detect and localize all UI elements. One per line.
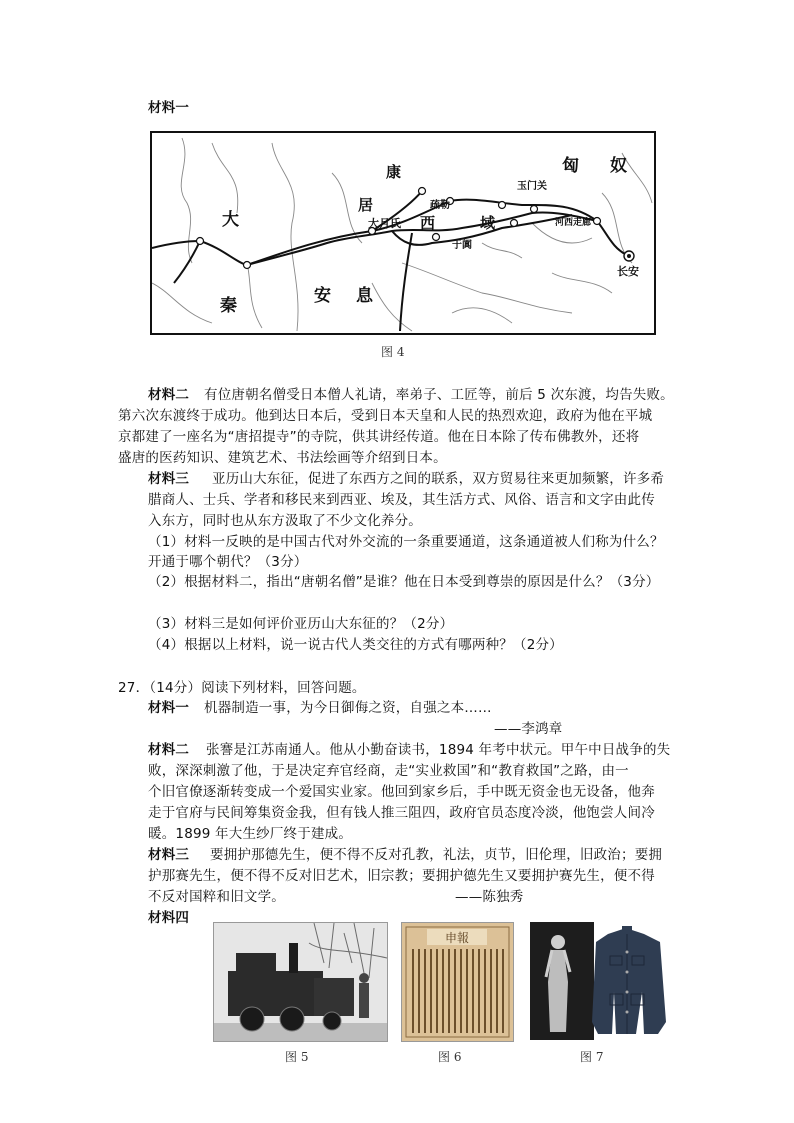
s2-material1-attribution: ——李鸿章	[494, 721, 563, 737]
map-label-dayuan: 大	[222, 210, 239, 230]
s2-material3-line-3: 不反对国粹和旧文学。	[148, 889, 285, 905]
silk-road-map-svg	[152, 133, 654, 333]
map-label-yumenguan: 玉门关	[517, 181, 547, 192]
s2-material1-label: 材料一	[148, 700, 190, 716]
map-label-daqin: 秦	[220, 296, 237, 316]
figure-4-caption: 图 4	[381, 345, 405, 359]
map-label-shule: 疏勒	[430, 200, 450, 211]
material2-line-4: 盛唐的医药知识、建筑艺术、书法绘画等介绍到日本。	[118, 450, 447, 466]
figure-6-caption: 图 6	[438, 1050, 462, 1064]
map-label-xiyu-1: 西	[420, 214, 436, 232]
figure-5-locomotive-photo	[213, 922, 388, 1042]
s2-material1-text: 机器制造一事，为今日御侮之资，自强之本……	[204, 700, 492, 716]
newspaper-masthead: 申報	[444, 931, 470, 945]
map-label-anxi-2: 息	[356, 286, 373, 306]
s2-material2-line-3: 个旧官僚逐渐转变成一个爱国实业家。他回到家乡后，手中既无资金也无设备，他奔	[148, 784, 655, 800]
material2-line-2: 第六次东渡终于成功。他到达日本后，受到日本天皇和人民的热烈欢迎，政府为他在平城	[118, 408, 653, 424]
map-label-anxi-1: 安	[314, 286, 331, 306]
figure-7-caption: 图 7	[580, 1050, 604, 1064]
s2-material3-label: 材料三	[148, 847, 190, 863]
map-label-kangju-1: 康	[386, 163, 402, 181]
s2-material4-label: 材料四	[148, 910, 190, 926]
question-27-header: 27．（14分）阅读下列材料，回答问题。	[118, 680, 366, 696]
map-label-xiongnu-2: 奴	[610, 156, 627, 176]
question-3: （3）材料三是如何评价亚历山大东征的？（2分）	[148, 616, 454, 632]
map-label-changan: 长安	[617, 265, 639, 278]
clothing-image	[530, 922, 668, 1040]
question-2: （2）根据材料二，指出“唐朝名僧”是谁？他在日本受到尊崇的原因是什么？（3分）	[148, 574, 660, 590]
newspaper-image	[402, 923, 513, 1041]
s2-material2-line-4: 走于官府与民间筹集资金我，但有钱人推三阻四，政府官员态度冷淡，他饱尝人间冷	[148, 805, 655, 821]
question-4: （4）根据以上材料，说一说古代人类交往的方式有哪两种？（2分）	[148, 637, 563, 653]
figure-7-clothing-photo	[530, 922, 668, 1040]
material3-line-1: 亚历山大东征，促进了东西方之间的联系，双方贸易往来更加频繁，许多希	[212, 471, 665, 487]
silk-road-map	[150, 131, 656, 335]
map-label-xiongnu-1: 匈	[562, 156, 579, 176]
figure-5-caption: 图 5	[285, 1050, 309, 1064]
material3-line-3: 入东方，同时也从东方汲取了不少文化养分。	[148, 513, 422, 529]
s2-material2-line-2: 败，深深刺激了他，于是决定弃官经商，走“实业救国”和“教育救国”之路，由一	[148, 763, 629, 779]
material2-label: 材料二	[148, 387, 190, 403]
s2-material3-line-2: 护那赛先生，便不得不反对旧艺术，旧宗教；要拥护德先生又要拥护赛先生，便不得	[148, 868, 655, 884]
material3-label: 材料三	[148, 471, 190, 487]
map-label-xiyu-2: 域	[480, 214, 496, 232]
material3-line-2: 腊商人、士兵、学者和移民来到西亚、埃及，其生活方式、风俗、语言和文字由此传	[148, 492, 655, 508]
s2-material3-line-1: 要拥护那德先生，便不得不反对孔教，礼法，贞节，旧伦理，旧政治；要拥	[210, 847, 663, 863]
map-label-hexi: 河西走廊	[555, 218, 592, 228]
map-label-dayuezhi: 大月氏	[368, 217, 401, 230]
figure-6-newspaper-photo	[401, 922, 514, 1042]
material2-line-3: 京都建了一座名为“唐招提寺”的寺院，供其讲经传道。他在日本除了传布佛教外，还将	[118, 429, 640, 445]
map-label-kangju-2: 居	[358, 196, 374, 214]
s2-material2-label: 材料二	[148, 742, 190, 758]
material1-heading: 材料一	[148, 100, 190, 116]
changan-marker-dot	[627, 254, 631, 258]
s2-material2-line-5: 暖。1899 年大生纱厂终于建成。	[148, 826, 353, 842]
question-1-line-2: 开通于哪个朝代？（3分）	[148, 554, 308, 570]
question-1-line-1: （1）材料一反映的是中国古代对外交流的一条重要通道，这条通道被人们称为什么？	[148, 534, 664, 550]
locomotive-image	[214, 923, 387, 1041]
material2-line-1: 有位唐朝名僧受日本僧人礼请，率弟子、工匠等，前后 5 次东渡，均告失败。	[204, 387, 674, 403]
map-label-yutian: 于阗	[452, 240, 472, 251]
s2-material3-attribution: ——陈独秀	[455, 889, 524, 905]
s2-material2-line-1: 张謇是江苏南通人。他从小勤奋读书，1894 年考中状元。甲午中日战争的失	[206, 742, 671, 758]
